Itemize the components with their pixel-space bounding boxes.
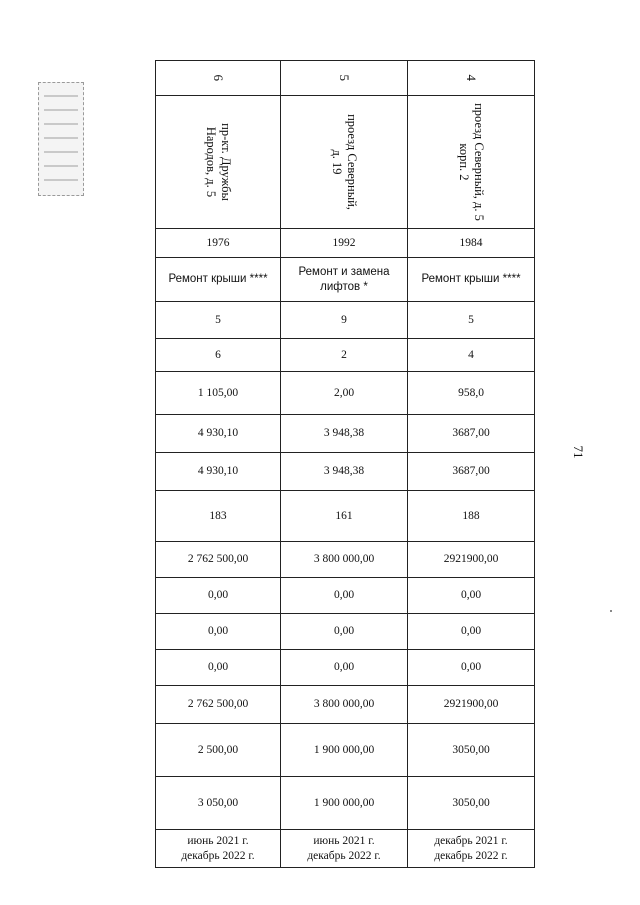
table-row-area-1 [156, 372, 535, 415]
table-cell [281, 61, 408, 96]
table-cell: 4 [408, 339, 535, 372]
table-cell: 183 [156, 491, 281, 542]
table-cell: 3687,00 [408, 415, 535, 453]
table-cell: 0,00 [408, 650, 535, 686]
page-number: 71 [571, 445, 586, 459]
table-row-area-3 [156, 453, 535, 491]
table-cell: 1984 [408, 229, 535, 258]
table-row-zero-1 [156, 578, 535, 614]
table-row-address [156, 96, 535, 229]
housing-repair-table [155, 60, 535, 868]
table-cell: 3 800 000,00 [281, 686, 408, 724]
table-cell: 5 [156, 302, 281, 339]
table-row-unit-cost-2 [156, 777, 535, 830]
table-cell: 2 [281, 339, 408, 372]
table-row-zero-2 [156, 614, 535, 650]
table-cell: Ремонт и замена лифтов * [281, 258, 408, 302]
table-cell: 161 [281, 491, 408, 542]
table-row-area-2 [156, 415, 535, 453]
table-cell: июнь 2021 г. декабрь 2022 г. [156, 830, 281, 868]
table-cell [408, 61, 535, 96]
house-address: проезд Северный, д. 5 корп. 2 [456, 102, 486, 221]
column-index: 4 [463, 74, 479, 81]
table-row-residents [156, 491, 535, 542]
table-row-cost-total [156, 542, 535, 578]
table-cell: 3 800 000,00 [281, 542, 408, 578]
column-index: 5 [336, 74, 352, 81]
table-cell [156, 61, 281, 96]
table-cell: 6 [156, 339, 281, 372]
table-cell: 2 500,00 [156, 724, 281, 777]
table-cell: 188 [408, 491, 535, 542]
table-cell: 9 [281, 302, 408, 339]
table-cell: 4 930,10 [156, 453, 281, 491]
table-row-zero-3 [156, 650, 535, 686]
table-cell: 0,00 [281, 614, 408, 650]
table-cell: декабрь 2021 г. декабрь 2022 г. [408, 830, 535, 868]
table-cell: 3050,00 [408, 777, 535, 830]
table-cell: 0,00 [408, 578, 535, 614]
table-cell: 0,00 [281, 650, 408, 686]
table-cell: 5 [408, 302, 535, 339]
table-cell: 0,00 [408, 614, 535, 650]
table-cell: июнь 2021 г. декабрь 2022 г. [281, 830, 408, 868]
table-cell: 1 105,00 [156, 372, 281, 415]
table-cell: Ремонт крыши **** [156, 258, 281, 302]
table-row-period [156, 830, 535, 868]
table-cell: 1992 [281, 229, 408, 258]
table-cell: 1976 [156, 229, 281, 258]
table-cell: 3050,00 [408, 724, 535, 777]
table-cell: 2921900,00 [408, 542, 535, 578]
house-address: проезд Северный, д. 19 [330, 113, 359, 210]
table-cell [408, 96, 535, 229]
table-cell: 2 762 500,00 [156, 542, 281, 578]
table-row-cost-fund [156, 686, 535, 724]
scan-speck [610, 610, 612, 612]
table-cell: 3 050,00 [156, 777, 281, 830]
table-cell: 0,00 [156, 614, 281, 650]
archive-stamp [38, 82, 84, 196]
table-cell: Ремонт крыши **** [408, 258, 535, 302]
table-cell: 2 762 500,00 [156, 686, 281, 724]
table-cell: 0,00 [281, 578, 408, 614]
table-row-index [156, 61, 535, 96]
table-cell [281, 96, 408, 229]
table-row-entrances [156, 339, 535, 372]
table-row-unit-cost-1 [156, 724, 535, 777]
table-cell: 3 948,38 [281, 415, 408, 453]
table-cell: 3 948,38 [281, 453, 408, 491]
table-cell: 0,00 [156, 650, 281, 686]
table-row-work-type [156, 258, 535, 302]
house-address: пр-кт. Дружбы Народов, д. 5 [204, 122, 233, 201]
table-cell: 1 900 000,00 [281, 724, 408, 777]
table-cell: 4 930,10 [156, 415, 281, 453]
table-cell: 2,00 [281, 372, 408, 415]
table-row-floors [156, 302, 535, 339]
column-index: 6 [210, 74, 226, 81]
table-cell [156, 96, 281, 229]
table-cell: 2921900,00 [408, 686, 535, 724]
table-cell: 0,00 [156, 578, 281, 614]
table-cell: 1 900 000,00 [281, 777, 408, 830]
table-cell: 3687,00 [408, 453, 535, 491]
table-cell: 958,0 [408, 372, 535, 415]
table-row-year [156, 229, 535, 258]
